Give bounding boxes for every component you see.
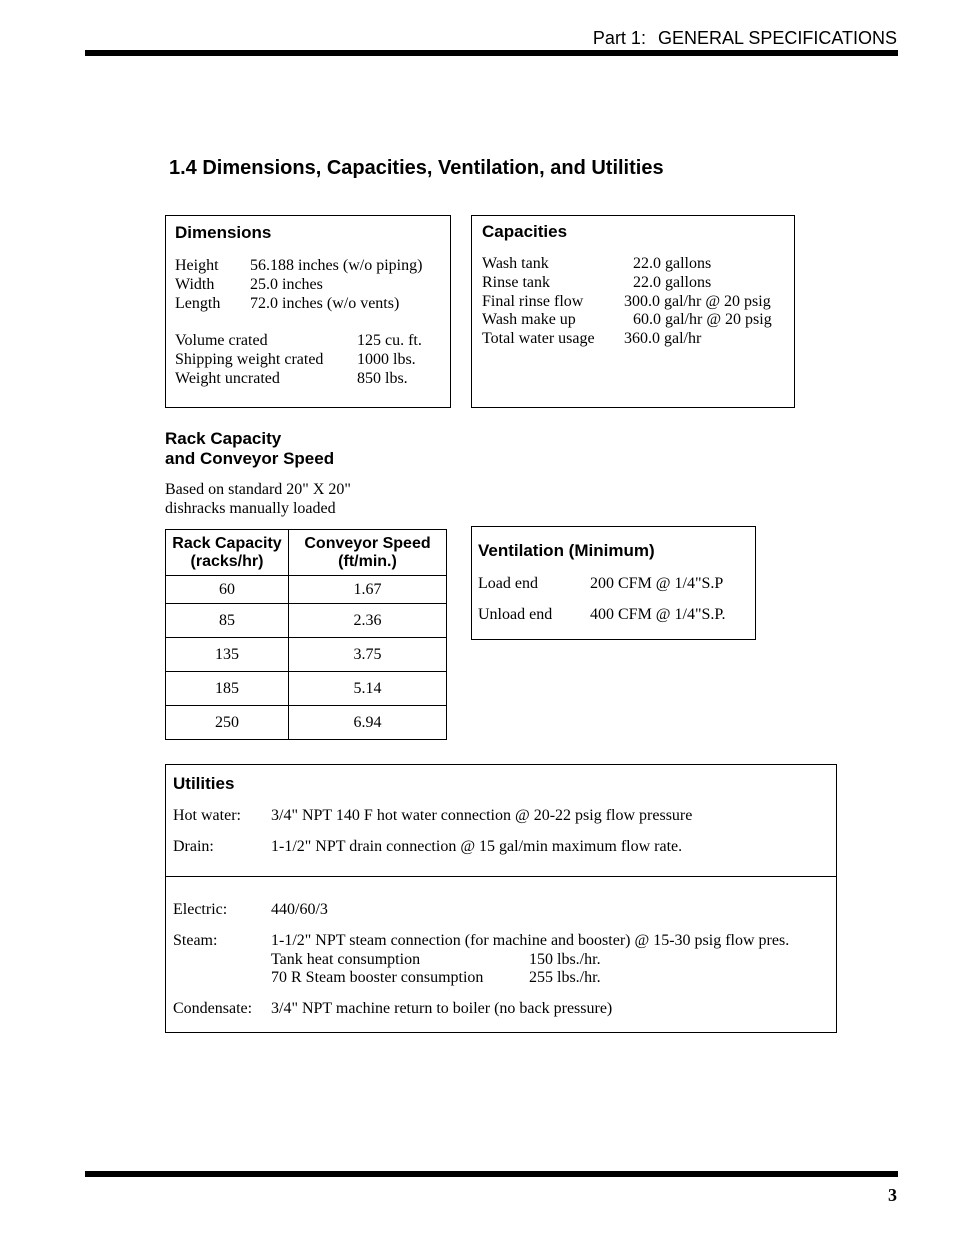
rack-cell: 60 <box>166 576 289 604</box>
speed-cell: 1.67 <box>289 576 447 604</box>
capacities-list <box>482 255 792 349</box>
section-title: 1.4 Dimensions, Capacities, Ventilation, and Utilities <box>169 157 664 179</box>
column-header-conveyor-speed <box>289 530 447 576</box>
utilities-upper <box>173 807 833 857</box>
capacity-label: Total water usage <box>482 330 595 348</box>
capacities-title: Capacities <box>482 222 568 241</box>
capacity-value: 22.0 gallons <box>633 255 712 272</box>
utility-row-hot-water <box>173 807 833 826</box>
capacity-row <box>482 311 792 330</box>
dimension-value: 56.188 inches (w/o piping) <box>250 257 423 274</box>
table-row <box>166 672 447 706</box>
rack-cell: 135 <box>166 638 289 672</box>
table-row <box>166 638 447 672</box>
capacity-label: Wash make up <box>482 311 576 329</box>
weight-row <box>175 332 445 351</box>
weight-label: Shipping weight crated <box>175 350 324 368</box>
rack-title <box>165 429 334 468</box>
dimension-row <box>175 257 445 276</box>
weight-value: 125 cu. ft. <box>357 332 422 349</box>
capacity-label: Rinse tank <box>482 273 550 291</box>
dimension-label: Width <box>175 275 215 293</box>
rack-cell: 185 <box>166 672 289 706</box>
table-row <box>166 706 447 740</box>
page-header <box>593 28 897 49</box>
column-header-line: (ft/min.) <box>338 552 397 570</box>
utility-label: Electric: <box>173 901 228 918</box>
dimension-value: 72.0 inches (w/o vents) <box>250 294 400 312</box>
ventilation-value: 200 CFM @ 1/4"S.P <box>590 575 724 592</box>
footer-rule <box>85 1171 898 1177</box>
utility-value: 3/4" NPT machine return to boiler (no back pressure) <box>271 1000 613 1018</box>
rack-table <box>165 529 447 740</box>
weight-row <box>175 351 445 370</box>
capacity-value: 22.0 gallons <box>633 273 712 291</box>
speed-cell: 5.14 <box>289 672 447 706</box>
dimension-label: Length <box>175 294 221 312</box>
page-number: 3 <box>888 1185 897 1205</box>
utility-row-condensate <box>173 1000 837 1019</box>
table-row <box>166 576 447 604</box>
utility-label: Hot water: <box>173 807 241 824</box>
utility-sublabel: Tank heat consumption <box>271 950 421 968</box>
dimension-label: Height <box>175 257 219 274</box>
dimension-row <box>175 295 445 314</box>
table-row <box>166 604 447 638</box>
utility-row-steam-booster <box>173 969 837 988</box>
header-rule <box>85 50 898 56</box>
utility-value: 440/60/3 <box>271 901 328 918</box>
column-header-rack-capacity <box>166 530 289 576</box>
utility-value: 1-1/2" NPT steam connection (for machine and booster) @ 15-30 psig flow pres. <box>271 931 790 949</box>
rack-cell: 85 <box>166 604 289 638</box>
rack-note-line1: Based on standard 20" X 20" <box>165 481 351 498</box>
dimension-row <box>175 276 445 295</box>
rack-note-line2: dishracks manually loaded <box>165 500 336 517</box>
speed-cell: 3.75 <box>289 638 447 672</box>
header-part: Part 1: <box>592 28 646 48</box>
dimensions-title: Dimensions <box>175 223 272 242</box>
weight-label: Weight uncrated <box>175 369 280 387</box>
column-header-line: Conveyor Speed <box>304 535 431 552</box>
ventilation-label: Unload end <box>478 605 553 623</box>
utility-row-electric <box>173 901 837 920</box>
capacity-row <box>482 330 792 349</box>
column-header-line: (racks/hr) <box>190 552 264 570</box>
dimension-value: 25.0 inches <box>250 275 323 293</box>
speed-cell: 2.36 <box>289 604 447 638</box>
capacity-label: Wash tank <box>482 255 549 272</box>
ventilation-title: Ventilation (Minimum) <box>478 541 655 560</box>
utilities-title: Utilities <box>173 774 235 793</box>
capacity-value: 360.0 gal/hr <box>624 330 702 348</box>
rack-cell: 250 <box>166 706 289 740</box>
utility-value: 3/4" NPT 140 F hot water connection @ 20-22 psig flow pressure <box>271 807 693 824</box>
weight-value: 850 lbs. <box>357 369 408 387</box>
utility-label: Condensate: <box>173 1000 253 1018</box>
utility-label: Drain: <box>173 837 214 855</box>
capacities-box <box>471 215 795 408</box>
ventilation-box <box>471 526 756 640</box>
dimensions-list <box>175 257 445 313</box>
speed-cell: 6.94 <box>289 706 447 740</box>
column-header-line: Rack Capacity <box>172 535 282 552</box>
header-title: GENERAL SPECIFICATIONS <box>657 28 897 48</box>
rack-note <box>165 480 351 518</box>
dimensions-box <box>165 215 451 408</box>
utility-sublabel: 70 R Steam booster consumption <box>271 969 484 987</box>
capacity-row <box>482 293 792 312</box>
ventilation-row <box>478 575 753 594</box>
capacity-row <box>482 274 792 293</box>
ventilation-label: Load end <box>478 575 538 592</box>
capacity-value: 60.0 gal/hr @ 20 psig <box>633 311 772 329</box>
utility-row-drain <box>173 838 833 857</box>
utilities-lower <box>173 901 837 1019</box>
weight-value: 1000 lbs. <box>357 350 416 368</box>
utilities-divider <box>166 876 836 877</box>
weights-list <box>175 332 445 388</box>
utility-subvalue: 255 lbs./hr. <box>529 969 601 987</box>
utility-subvalue: 150 lbs./hr. <box>529 950 601 968</box>
utility-row-steam <box>173 932 837 951</box>
utility-label: Steam: <box>173 931 218 949</box>
weight-row <box>175 370 445 389</box>
ventilation-list <box>478 575 753 625</box>
utility-value: 1-1/2" NPT drain connection @ 15 gal/min maximum flow rate. <box>271 837 683 855</box>
ventilation-row <box>478 606 753 625</box>
capacity-value: 300.0 gal/hr @ 20 psig <box>624 292 771 310</box>
ventilation-value: 400 CFM @ 1/4"S.P. <box>590 605 726 623</box>
capacity-row <box>482 255 792 274</box>
rack-title-line1: Rack Capacity <box>165 429 282 448</box>
weight-label: Volume crated <box>175 332 268 349</box>
table-header-row <box>166 530 447 576</box>
rack-title-line2: and Conveyor Speed <box>165 448 335 468</box>
capacity-label: Final rinse flow <box>482 292 584 310</box>
utilities-box <box>165 764 837 1033</box>
utility-row-tank-heat <box>173 951 837 970</box>
